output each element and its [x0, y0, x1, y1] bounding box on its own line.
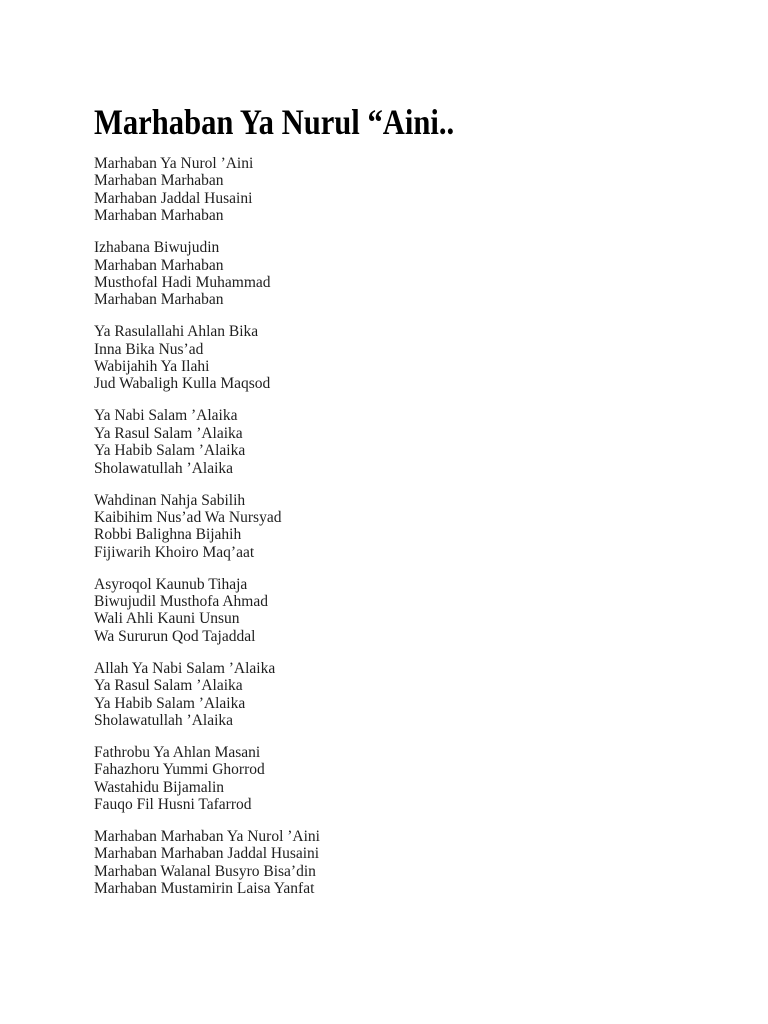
lyric-line: Ya Rasul Salam ’Alaika: [94, 424, 243, 442]
lyric-line: Fijiwarih Khoiro Maq’aat: [94, 543, 255, 561]
lyric-line: Marhaban Ya Nurol ’Aini: [94, 155, 254, 172]
stanza: [94, 239, 320, 309]
stanza: [94, 492, 320, 562]
stanza: [94, 576, 320, 646]
lyric-line: Marhaban Jaddal Husaini: [94, 189, 253, 207]
stanza: [94, 155, 320, 225]
lyric-line: Fathrobu Ya Ahlan Masani: [94, 743, 261, 761]
lyric-line: Marhaban Marhaban Jaddal Husaini: [94, 845, 320, 863]
lyric-line: Fauqo Fil Husni Tafarrod: [94, 796, 252, 814]
lyric-line: Fahazhoru Yummi Ghorrod: [94, 761, 265, 779]
stanza: [94, 323, 320, 393]
lyric-line: Wa Sururun Qod Tajaddal: [94, 627, 256, 645]
document-title: Marhaban Ya Nurul “Aini..: [94, 102, 455, 142]
lyric-line: Marhaban Marhaban: [94, 291, 224, 309]
lyric-line: Ya Nabi Salam ’Alaika: [94, 407, 238, 425]
lyric-line: Robbi Balighna Bijahih: [94, 526, 242, 544]
lyric-line: Marhaban Walanal Busyro Bisa’din: [94, 862, 316, 880]
lyric-line: Jud Wabaligh Kulla Maqsod: [94, 375, 271, 393]
lyric-line: Asyroqol Kaunub Tihaja: [94, 575, 248, 593]
lyric-line: Wabijahih Ya Ilahi: [94, 358, 210, 376]
stanza: [94, 828, 320, 898]
lyric-line: Izhabana Biwujudin: [94, 239, 220, 257]
lyric-line: Allah Ya Nabi Salam ’Alaika: [94, 659, 276, 677]
lyric-line: Wali Ahli Kauni Unsun: [94, 610, 240, 628]
lyric-line: Marhaban Mustamirin Laisa Yanfat: [94, 880, 315, 898]
lyric-line: Ya Rasul Salam ’Alaika: [94, 677, 243, 695]
lyric-line: Musthofal Hadi Muhammad: [94, 273, 271, 291]
lyric-line: Wastahidu Bijamalin: [94, 778, 225, 796]
lyric-line: Marhaban Marhaban: [94, 172, 224, 190]
lyric-line: Ya Rasulallahi Ahlan Bika: [94, 323, 259, 341]
lyric-line: Marhaban Marhaban: [94, 256, 224, 274]
lyric-line: Ya Habib Salam ’Alaika: [94, 442, 246, 460]
lyric-line: Inna Bika Nus’ad: [94, 340, 204, 358]
lyric-line: Sholawatullah ’Alaika: [94, 459, 234, 477]
lyric-line: Sholawatullah ’Alaika: [94, 711, 234, 729]
stanza: [94, 660, 320, 730]
lyrics-body: [94, 155, 320, 912]
lyric-line: Ya Habib Salam ’Alaika: [94, 694, 246, 712]
lyric-line: Kaibihim Nus’ad Wa Nursyad: [94, 508, 282, 526]
stanza: [94, 744, 320, 814]
lyric-line: Biwujudil Musthofa Ahmad: [94, 593, 268, 611]
lyric-line: Marhaban Marhaban: [94, 207, 224, 225]
stanza: [94, 407, 320, 477]
lyric-line: Wahdinan Nahja Sabilih: [94, 491, 246, 509]
lyric-line: Marhaban Marhaban Ya Nurol ’Aini: [94, 828, 320, 845]
